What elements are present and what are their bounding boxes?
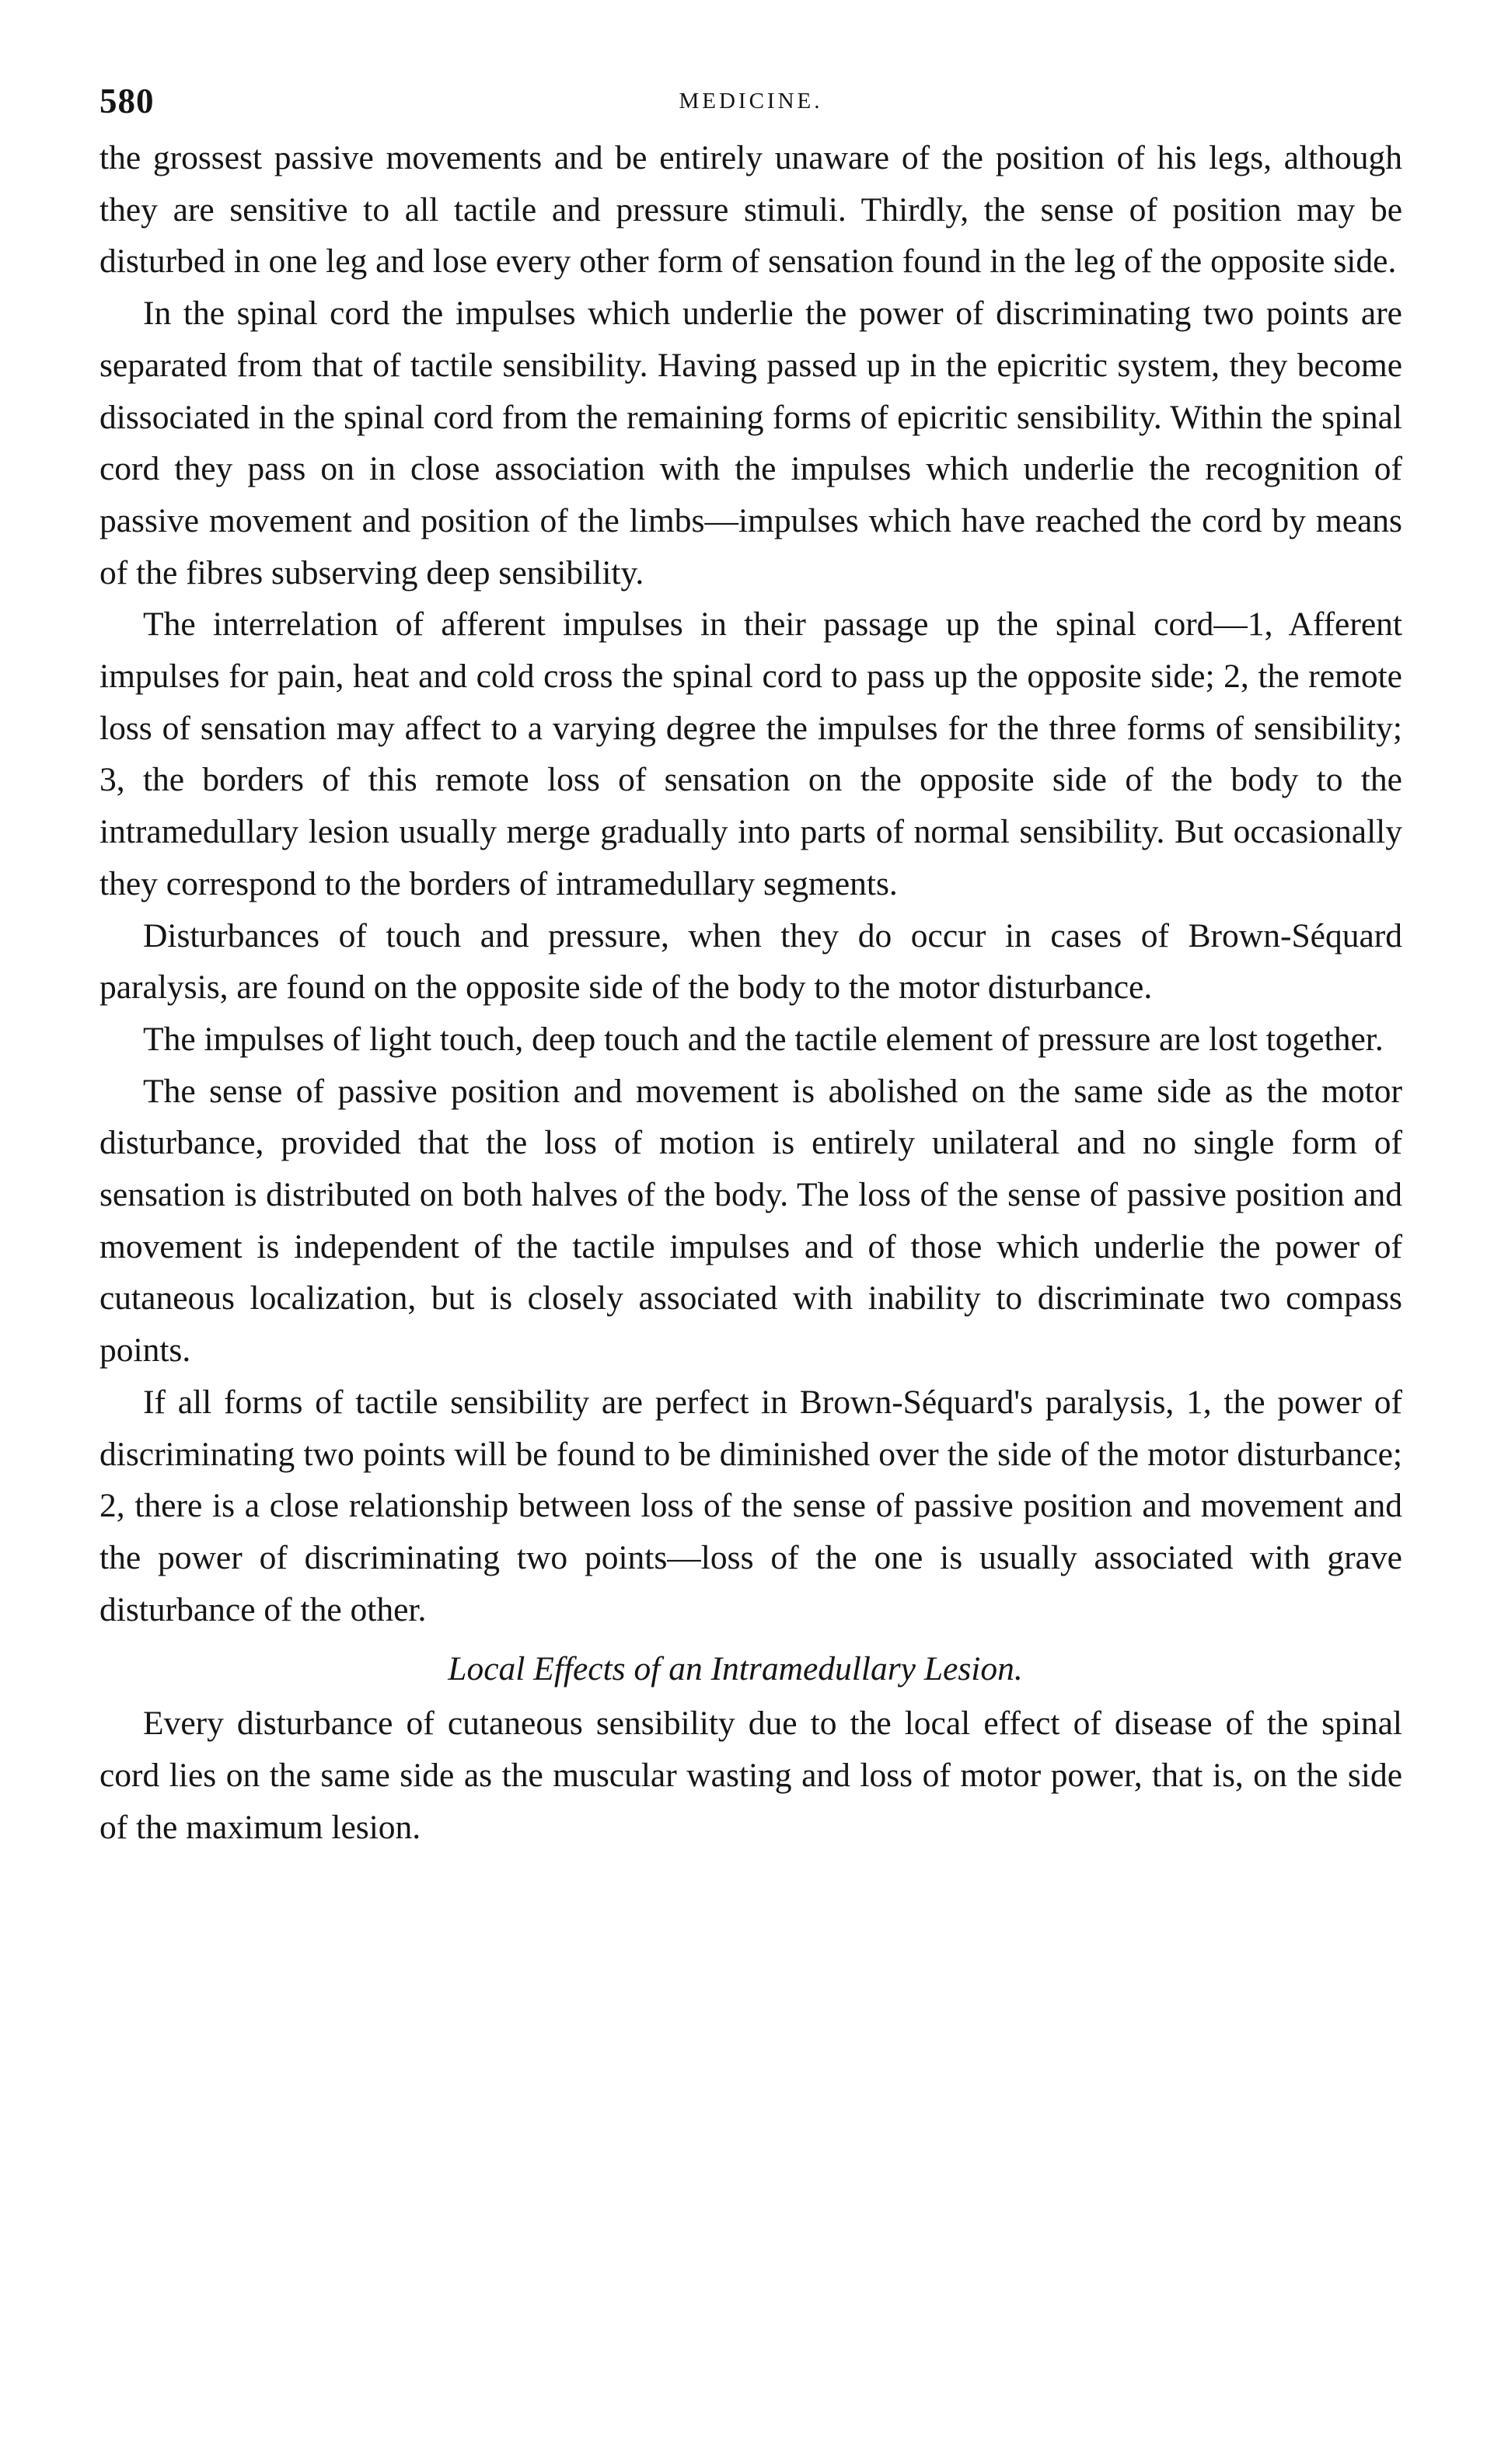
book-page [99, 70, 1402, 1854]
paragraph: Every disturbance of cutaneous sensibility due to the local effect of disease of the spinal cord lies on the same side as the muscular wasting and loss of motor power, that is, on the side of the maximum lesion. [99, 1705, 1402, 1846]
paragraph-continued: the grossest passive movements and be entirely unaware of the position of his legs, although they are sensitive to all tactile and pressure stimuli. Thirdly, the sense of position may be disturbed in one leg and lose every other form of sensation found in the leg of the opposite side. [99, 139, 1402, 281]
paragraph: The interrelation of afferent impulses in their passage up the spinal cord—1, Afferent impulses for pain, heat and cold cross the spinal cord to pass up the opposite side; 2, the remote loss of sensation may affect to a varying degree the impulses for the three forms of sensibility; 3, the borders of this remote loss of sensation on the opposite side of the body to the intramedullary lesion usually merge gradually into parts of normal sensibility. But occasionally they correspond to the borders of intramedullary segments. [99, 606, 1402, 902]
paragraph: The sense of passive position and movement is abolished on the same side as the motor disturbance, provided that the loss of motion is entirely unilateral and no single form of sensation is distributed on both halves of the body. The loss of the sense of passive position and movement is independent of the tactile impulses and of those which underlie the power of cutaneous localization, but is closely associated with inability to discriminate two compass points. [99, 1072, 1402, 1370]
paragraph: Disturbances of touch and pressure, when they do occur in cases of Brown-Séquard paralysis, are found on the opposite side of the body to the motor disturbance. [99, 916, 1402, 1007]
section-heading: Local Effects of an Intramedullary Lesion. [448, 1650, 1023, 1688]
page-number: 580 [99, 82, 155, 120]
running-title: MEDICINE. [679, 89, 823, 113]
paragraph: The impulses of light touch, deep touch and the tactile element of pressure are lost together. [143, 1020, 1384, 1058]
running-header [99, 70, 1402, 132]
paragraph: If all forms of tactile sensibility are perfect in Brown-Séquard's paralysis, 1, the power of discriminating two points will be found to be diminished over the side of the motor disturbance; 2, there is a close relationship between loss of the sense of passive position and movement and the power of discriminating two points—loss of the one is usually associated with grave disturbance of the other. [99, 1383, 1402, 1628]
body-text [99, 132, 1402, 1854]
paragraph: In the spinal cord the impulses which underlie the power of discriminating two points are separated from that of tactile sensibility. Having passed up in the epicritic system, they become dissociated in the spinal cord from the remaining forms of epicritic sensibility. Within the spinal cord they pass on in close association with the impulses which underlie the recognition of passive movement and position of the limbs—impulses which have reached the cord by means of the fibres subserving deep sensibility. [99, 295, 1402, 592]
